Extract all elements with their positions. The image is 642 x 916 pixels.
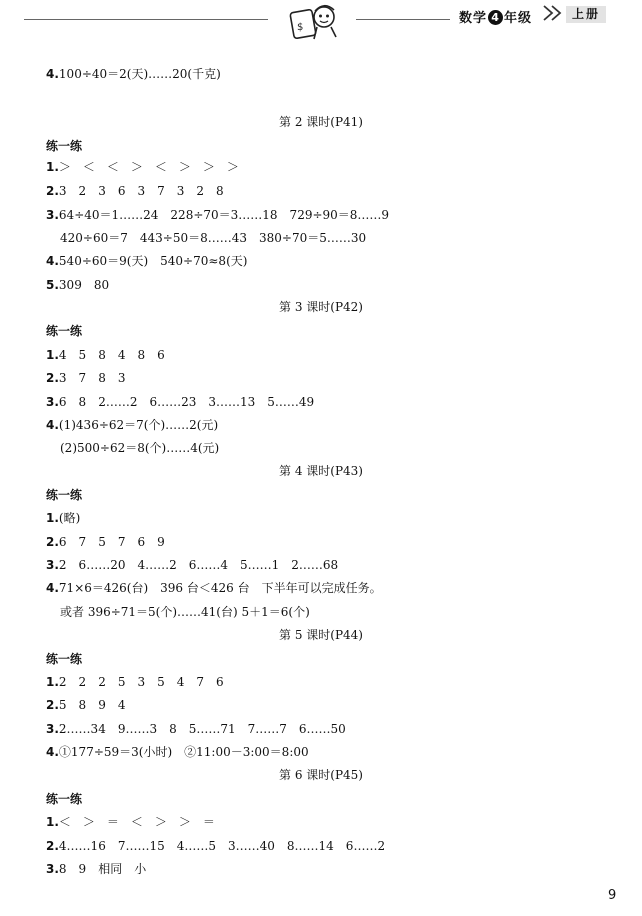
header-subject: 数学 4 年级	[459, 11, 533, 26]
answer-line: 5.309 80	[46, 278, 110, 292]
practice-label: 练一练	[46, 792, 83, 806]
svg-text:$: $	[297, 22, 304, 33]
practice-label: 练一练	[46, 139, 83, 153]
answer-line: 3.8 9 相同 小	[46, 862, 147, 876]
answer-line: 2.3 2 3 6 3 7 3 2 8	[46, 184, 224, 198]
grade-badge: 4	[488, 10, 503, 25]
double-chevron-icon	[542, 4, 568, 22]
answer-line: 420÷60＝7 443÷50＝8……43 380÷70＝5……30	[60, 231, 367, 245]
header-rule-left	[24, 19, 268, 20]
answer-line: 1.2 2 2 5 3 5 4 7 6	[46, 675, 224, 689]
answer-line: 4.540÷60＝9(天) 540÷70≈8(天)	[46, 254, 248, 268]
volume-tab: 上册	[566, 6, 606, 23]
practice-label: 练一练	[46, 652, 83, 666]
practice-label: 练一练	[46, 324, 83, 338]
lesson-heading: 第 5 课时(P44)	[279, 628, 363, 642]
lesson-heading: 第 6 课时(P45)	[279, 768, 363, 782]
answer-line: 3.2 6……20 4……2 6……4 5……1 2……68	[46, 558, 339, 572]
answer-line: 1.4 5 8 4 8 6	[46, 348, 165, 362]
answer-line: 3.64÷40＝1……24 228÷70＝3……18 729÷90＝8……9	[46, 208, 390, 222]
answer-line: 2.5 8 9 4	[46, 698, 126, 712]
answer-line: 4.71×6＝426(台) 396 台＜426 台 下半年可以完成任务。	[46, 581, 382, 595]
answer-line: 3.2……34 9……3 8 5……71 7……7 6……50	[46, 722, 346, 736]
answer-line: 4.(1)436÷62＝7(个)……2(元)	[46, 418, 219, 432]
answer-line: 或者 396÷71＝5(个)……41(台) 5＋1＝6(个)	[60, 605, 310, 619]
answer-line: 2.3 7 8 3	[46, 371, 126, 385]
answer-line: 1.＞ ＜ ＜ ＞ ＜ ＞ ＞ ＞	[46, 160, 239, 174]
answer-line: 3.6 8 2……2 6……23 3……13 5……49	[46, 395, 315, 409]
mascot-icon	[284, 1, 342, 45]
answer-line: 1.(略)	[46, 511, 81, 525]
answer-line: 4.①177÷59＝3(小时) ②11:00－3:00＝8:00	[46, 745, 309, 759]
lesson-heading: 第 3 课时(P42)	[279, 300, 363, 314]
header-rule-right	[356, 19, 450, 20]
answer-line: 4.100÷40＝2(天)……20(千克)	[46, 67, 221, 81]
answer-line: 1.＜ ＞ ＝ ＜ ＞ ＞ ＝	[46, 815, 215, 829]
answer-line: 2.6 7 5 7 6 9	[46, 535, 165, 549]
answer-line: (2)500÷62＝8(个)……4(元)	[60, 441, 220, 455]
lesson-heading: 第 4 课时(P43)	[279, 464, 363, 478]
page-number: 9	[608, 888, 617, 903]
answer-line: 2.4……16 7……15 4……5 3……40 8……14 6……2	[46, 839, 386, 853]
practice-label: 练一练	[46, 488, 83, 502]
lesson-heading: 第 2 课时(P41)	[279, 115, 363, 129]
